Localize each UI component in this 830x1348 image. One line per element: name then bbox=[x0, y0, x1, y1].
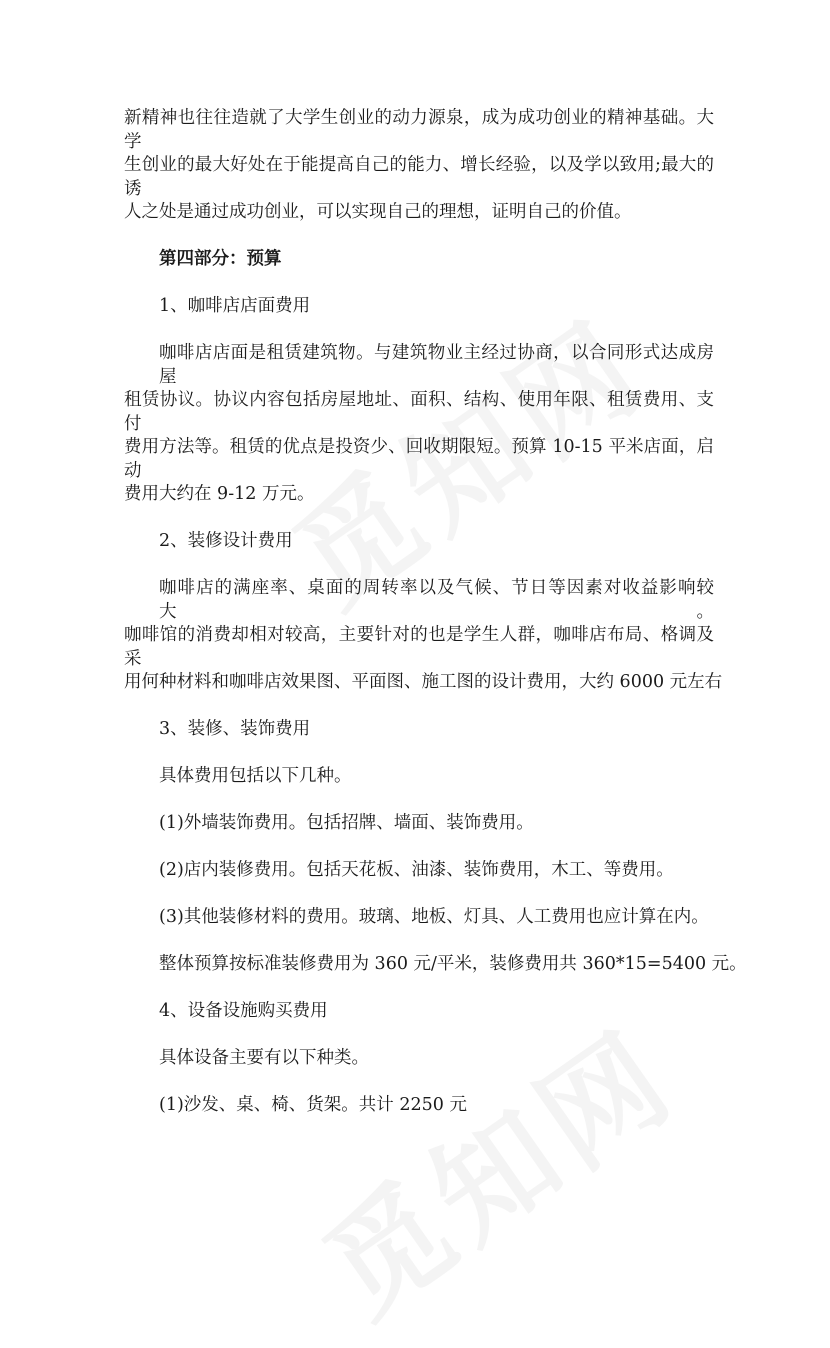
paragraph-line: 人之处是通过成功创业，可以实现自己的理想，证明自己的价值。 bbox=[124, 202, 632, 222]
paragraph-line: 咖啡馆的消费却相对较高，主要针对的也是学生人群，咖啡店布局、格调及采 bbox=[124, 625, 714, 669]
paragraph-line: 生创业的最大好处在于能提高自己的能力、增长经验，以及学以致用;最大的诱 bbox=[124, 155, 714, 199]
subsection-heading: 1、咖啡店店面费用 bbox=[159, 296, 311, 316]
subsection-heading: 4、设备设施购买费用 bbox=[159, 1001, 328, 1021]
paragraph-line: 用何种材料和咖啡店效果图、平面图、施工图的设计费用，大约 6000 元左右 bbox=[124, 672, 723, 692]
paragraph-line: 新精神也往往造就了大学生创业的动力源泉，成为成功创业的精神基础。大学 bbox=[124, 108, 714, 152]
section-heading: 第四部分：预算 bbox=[159, 249, 282, 269]
paragraph-line: 咖啡店店面是租赁建筑物。与建筑物业主经过协商，以合同形式达成房屋 bbox=[159, 343, 714, 387]
list-item: (2)店内装修费用。包括天花板、油漆、装饰费用，木工、等费用。 bbox=[159, 860, 674, 880]
paragraph-line: 费用大约在 9-12 万元。 bbox=[124, 484, 315, 504]
list-item: (1)外墙装饰费用。包括招牌、墙面、装饰费用。 bbox=[159, 813, 534, 833]
list-item: (3)其他装修材料的费用。玻璃、地板、灯具、人工费用也应计算在内。 bbox=[159, 907, 709, 927]
subsection-heading: 2、装修设计费用 bbox=[159, 531, 293, 551]
paragraph-line: 咖啡店的满座率、桌面的周转率以及气候、节日等因素对收益影响较大。 bbox=[159, 578, 714, 622]
list-item: (1)沙发、桌、椅、货架。共计 2250 元 bbox=[159, 1095, 467, 1115]
paragraph-line: 费用方法等。租赁的优点是投资少、回收期限短。预算 10-15 平米店面，启动 bbox=[124, 437, 714, 481]
document-body bbox=[124, 106, 747, 1140]
paragraph-line: 租赁协议。协议内容包括房屋地址、面积、结构、使用年限、租赁费用、支付 bbox=[124, 390, 714, 434]
paragraph-line: 具体费用包括以下几种。 bbox=[159, 766, 352, 786]
paragraph-line: 整体预算按标准装修费用为 360 元/平米，装修费用共 360*15=5400 元。 bbox=[159, 954, 747, 974]
subsection-heading: 3、装修、装饰费用 bbox=[159, 719, 311, 739]
paragraph-line: 具体设备主要有以下种类。 bbox=[159, 1048, 369, 1068]
